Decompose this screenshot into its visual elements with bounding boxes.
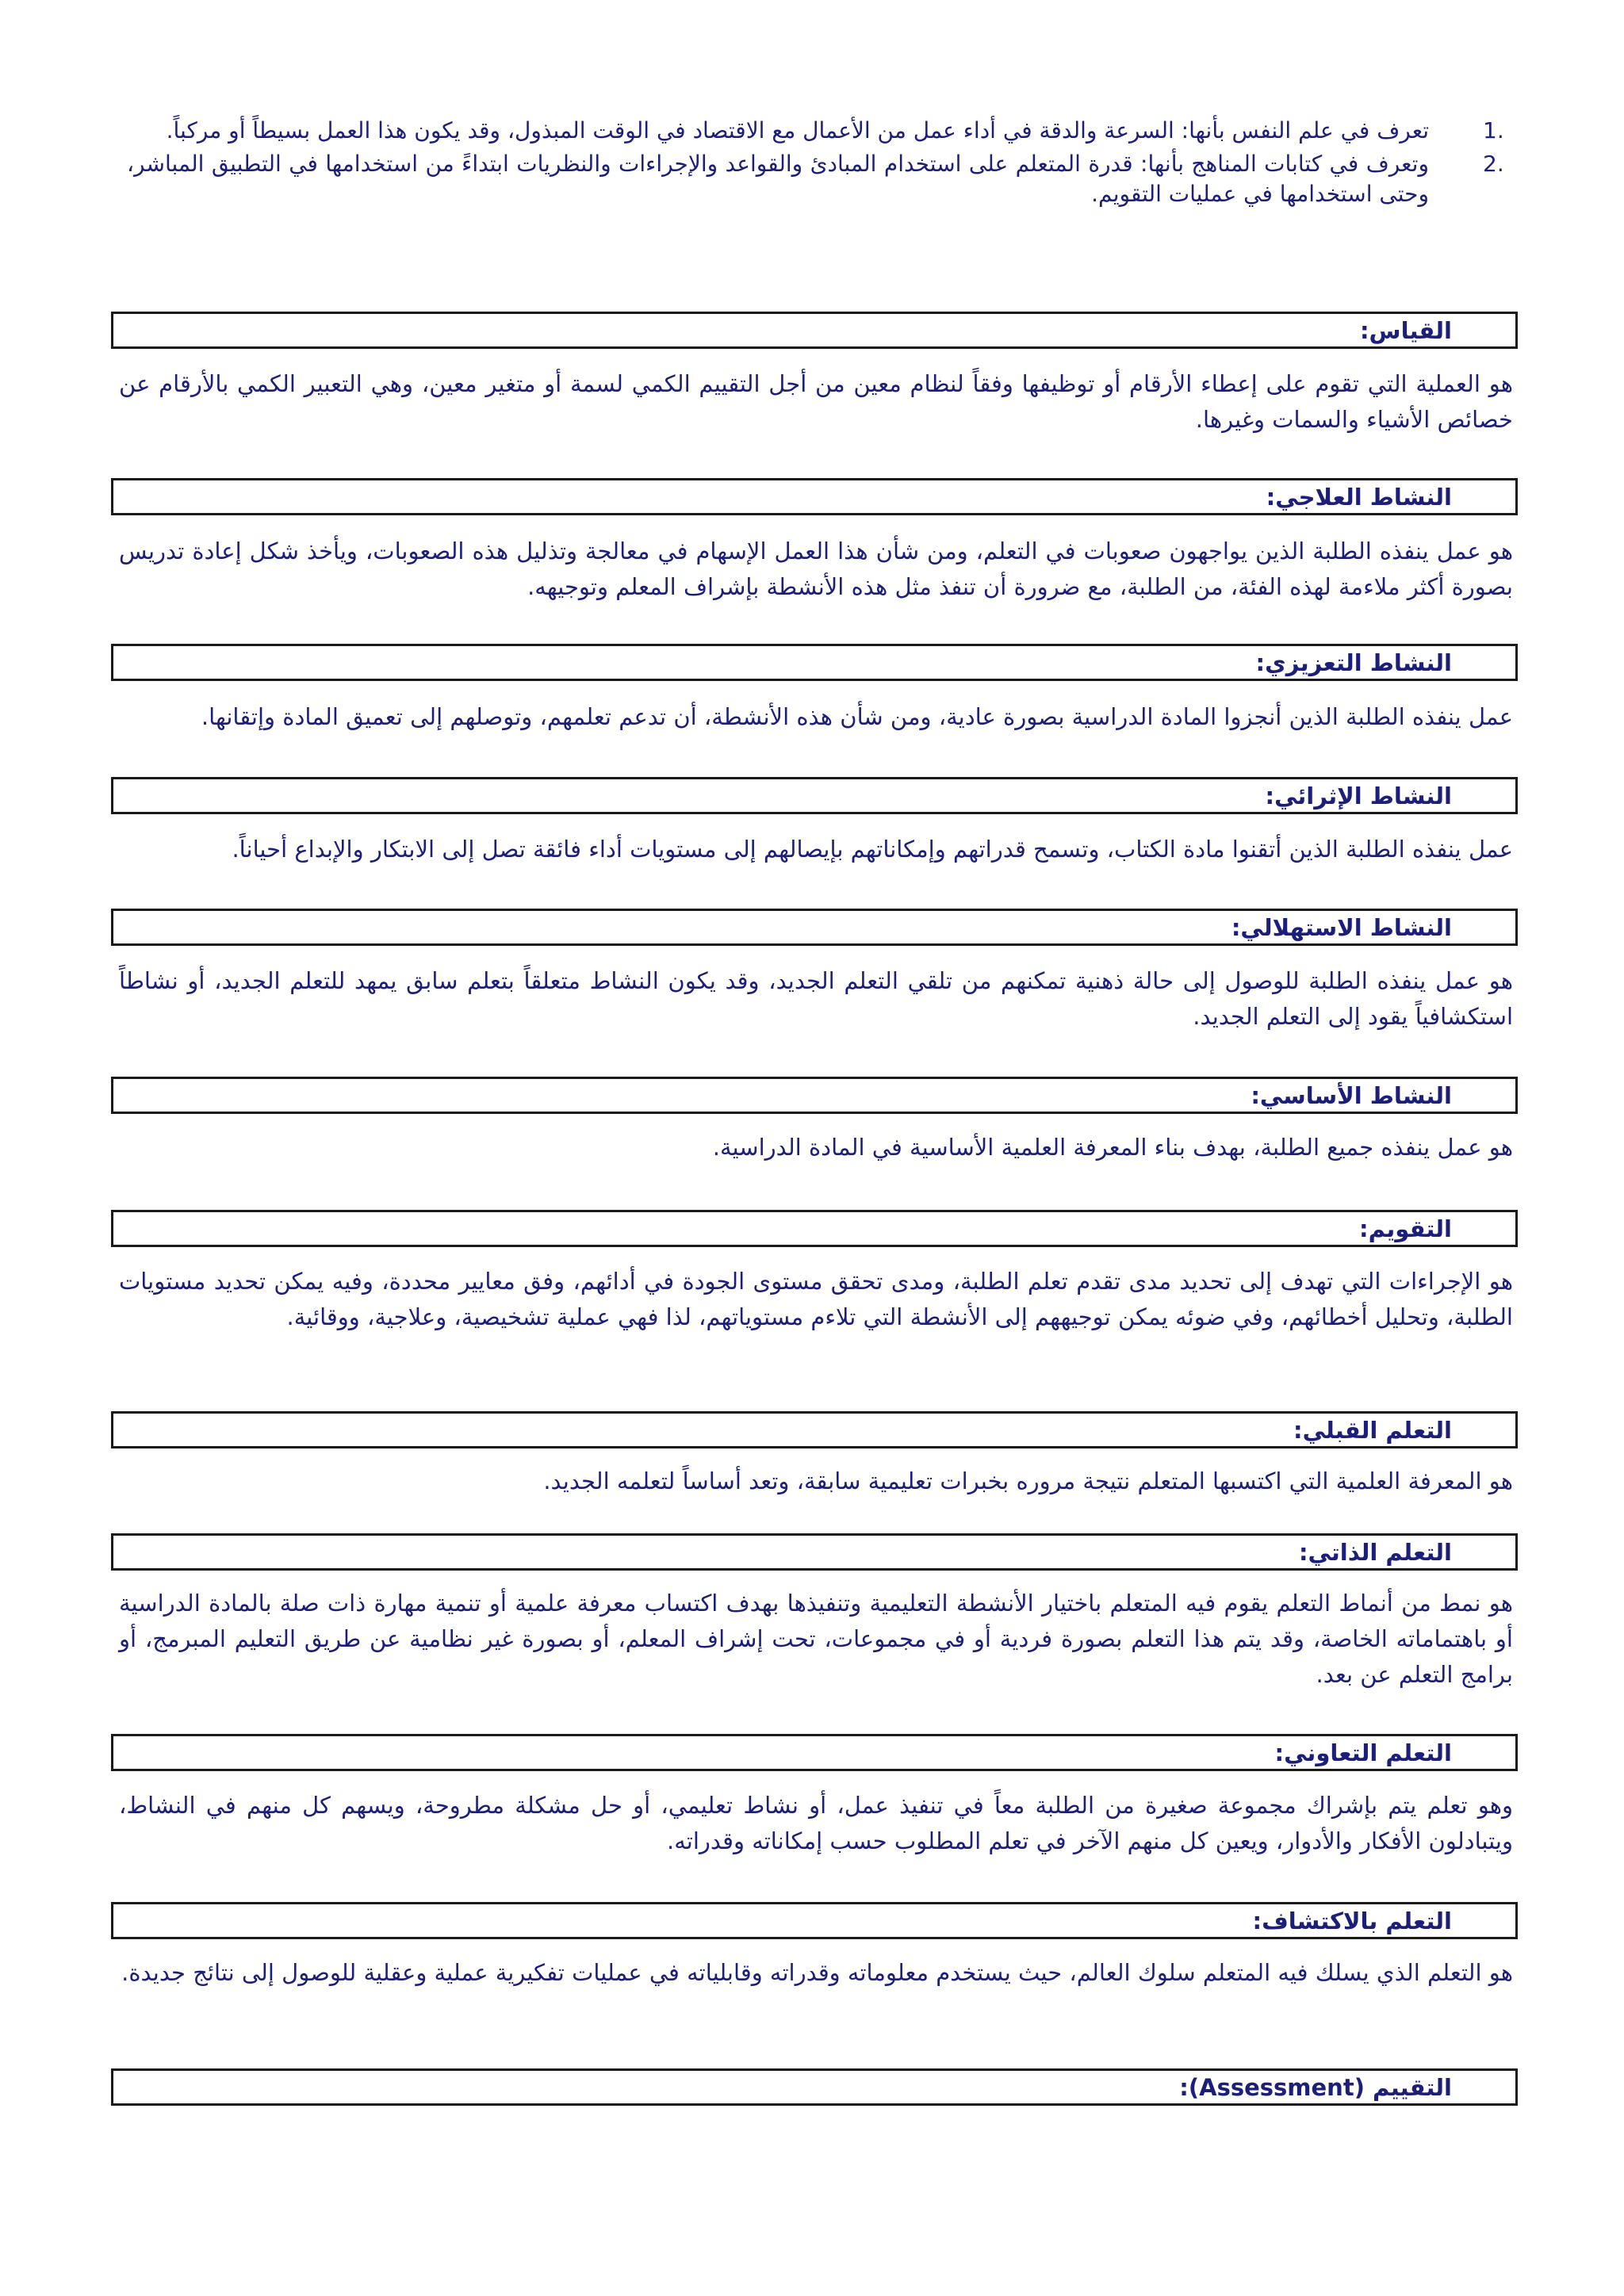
section-body: هو عمل ينفذه الطلبة الذين يواجهون صعوبات في التعلم، ومن شأن هذا العمل الإسهام في معالجة وتذليل هذه الصعوبات، ويأخذ شكل إعادة تدريس بصورة أكثر ملاءمة لهذه الفئة، من الطلبة، مع ضرورة أن تنفذ مثل هذه الأنشطة بإشراف المعلم وتوجيهه. xyxy=(119,538,1513,600)
section-heading-box xyxy=(111,478,1518,515)
section-body: هو التعلم الذي يسلك فيه المتعلم سلوك العالم، حيث يستخدم معلوماته وقدراته وقابلياته في عمليات تفكيرية عملية وعقلية للوصول إلى نتائج جديدة. xyxy=(121,1959,1513,1986)
section-heading-box xyxy=(111,1077,1518,1114)
section-heading-box xyxy=(111,1902,1518,1939)
section-heading: التعلم الذاتي: xyxy=(1298,1539,1452,1566)
section-body: هو عمل ينفذه جميع الطلبة، بهدف بناء المعرفة العلمية الأساسية في المادة الدراسية. xyxy=(712,1134,1513,1161)
section-heading: التعلم القبلي: xyxy=(1293,1417,1452,1444)
section-heading: النشاط العلاجي: xyxy=(1266,484,1452,511)
section-heading: التقويم: xyxy=(1359,1215,1452,1242)
section-heading-box xyxy=(111,644,1518,681)
section-heading-box xyxy=(111,1533,1518,1571)
section-heading-box xyxy=(111,2068,1518,2106)
section-heading: النشاط الأساسي: xyxy=(1251,1082,1452,1109)
list-item xyxy=(127,116,1515,146)
list-item xyxy=(127,149,1515,209)
section-body: هو العملية التي تقوم على إعطاء الأرقام أو توظيفها وفقاً لنظام معين من أجل التقييم الكمي لسمة أو متغير معين، وهي التعبير الكمي بالأرقام عن خصائص الأشياء والسمات وغيرها. xyxy=(119,370,1513,433)
section-heading-box xyxy=(111,1411,1518,1448)
section-heading: القياس: xyxy=(1359,317,1452,344)
section-heading: النشاط التعزيزي: xyxy=(1255,649,1452,676)
section-heading: النشاط الإثرائي: xyxy=(1265,783,1452,809)
section-body: وهو تعلم يتم بإشراك مجموعة صغيرة من الطلبة معاً في تنفيذ عمل، أو نشاط تعليمي، أو حل مشكلة مطروحة، ويسهم كل منهم في النشاط، ويتبادلون الأفكار والأدوار، ويعين كل منهم الآخر في تعلم المطلوب حسب إمكاناته وقدراته. xyxy=(119,1792,1513,1854)
section-body: عمل ينفذه الطلبة الذين أنجزوا المادة الدراسية بصورة عادية، ومن شأن هذه الأنشطة، أن تدعم تعلمهم، وتوصلهم إلى تعميق المادة وإتقانها. xyxy=(201,703,1513,730)
section-heading-box xyxy=(111,1210,1518,1247)
section-heading: التعلم بالاكتشاف: xyxy=(1252,1908,1452,1934)
list-item-text: تعرف في علم النفس بأنها: السرعة والدقة في أداء عمل من الأعمال مع الاقتصاد في الوقت المبذول، وقد يكون هذا العمل بسيطاً أو مركباً. xyxy=(166,117,1429,144)
section-body: هو عمل ينفذه الطلبة للوصول إلى حالة ذهنية تمكنهم من تلقي التعلم الجديد، وقد يكون النشاط متعلقاً بتعلم سابق يمهد للتعلم الجديد، أو نشاطاً استكشافياً يقود إلى التعلم الجديد. xyxy=(119,967,1513,1030)
list-item-text: وتعرف في كتابات المناهج بأنها: قدرة المتعلم على استخدام المبادئ والقواعد والإجراءات والنظريات ابتداءً من استخدامها في التطبيق المباشر، وحتى استخدامها في عمليات التقويم. xyxy=(127,151,1429,207)
section-heading-box xyxy=(111,909,1518,946)
section-body: هو نمط من أنماط التعلم يقوم فيه المتعلم باختيار الأنشطة التعليمية وتنفيذها بهدف اكتساب معرفة علمية أو تنمية مهارة ذات صلة بالمادة الدراسية أو باهتماماته الخاصة، وقد يتم هذا التعلم بصورة فردية أو في مجموعات، تحت إشراف المعلم، أو بصورة غير نظامية عن طريق التعليم المبرمج، أو برامج التعلم عن بعد. xyxy=(119,1590,1513,1688)
section-heading: التقييم (Assessment): xyxy=(1179,2074,1452,2101)
numbered-definitions-list xyxy=(127,116,1515,212)
section-heading-box xyxy=(111,312,1518,349)
section-heading-box xyxy=(111,777,1518,814)
section-heading: التعلم التعاوني: xyxy=(1274,1739,1452,1766)
section-body: عمل ينفذه الطلبة الذين أتقنوا مادة الكتاب، وتسمح قدراتهم وإمكاناتهم بإيصالهم إلى مستويات أداء فائقة تصل إلى الابتكار والإبداع أحياناً. xyxy=(232,836,1513,863)
section-body: هو الإجراءات التي تهدف إلى تحديد مدى تقدم تعلم الطلبة، ومدى تحقق مستوى الجودة في أدائهم، وفق معايير محددة، وفيه يمكن تحديد مستويات الطلبة، وتحليل أخطائهم، وفي ضوئه يمكن توجيههم إلى الأنشطة التي تلاءم مستوياتهم، لذا فهي عملية تشخيصية، وعلاجية، ووقائية. xyxy=(119,1268,1513,1330)
list-number: 2. xyxy=(1483,151,1504,177)
section-heading: النشاط الاستهلالي: xyxy=(1231,914,1452,941)
section-body: هو المعرفة العلمية التي اكتسبها المتعلم نتيجة مروره بخبرات تعليمية سابقة، وتعد أساساً لتعلمه الجديد. xyxy=(543,1468,1513,1494)
list-number: 1. xyxy=(1483,117,1504,144)
section-heading-box xyxy=(111,1734,1518,1771)
